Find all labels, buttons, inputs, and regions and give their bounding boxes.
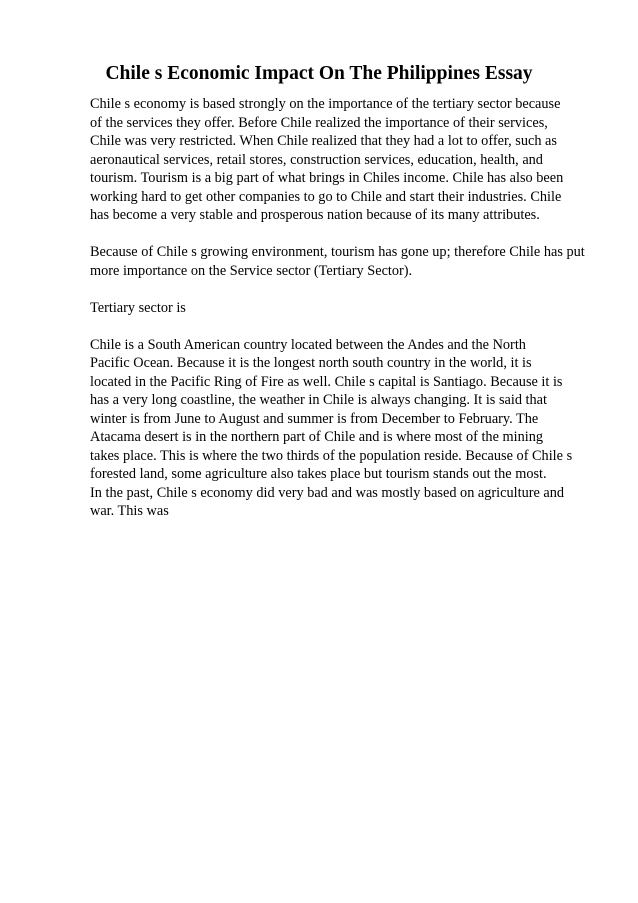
paragraph-line: of the services they offer. Before Chile realized the importance of their services, <box>90 114 548 131</box>
paragraph-line: Chile was very restricted. When Chile realized that they had a lot to offer, such as <box>90 133 557 149</box>
paragraph-line: forested land, some agriculture also takes place but tourism stands out the most. <box>90 466 547 482</box>
paragraph-line: Atacama desert is in the northern part of Chile and is where most of the mining <box>90 429 544 445</box>
paragraph-line: Chile is a South American country located between the Andes and the North <box>90 336 526 353</box>
paragraph-line: takes place. This is where the two thirds of the population reside. Because of Chile s <box>90 447 573 464</box>
paragraph-tourism-growth <box>90 243 638 280</box>
paragraph-line: has a very long coastline, the weather in Chile is always changing. It is said that <box>90 392 547 408</box>
paragraph-line: working hard to get other companies to go to Chile and start their industries. Chile <box>90 188 562 205</box>
paragraph-line: Tertiary sector is <box>90 299 186 316</box>
document-body <box>90 95 638 521</box>
paragraph-line: war. This was <box>90 503 169 519</box>
paragraph-geography <box>90 336 638 484</box>
paragraph-line: Because of Chile s growing environment, tourism has gone up; therefore Chile has put <box>90 244 585 260</box>
paragraph-economic-history <box>90 484 638 521</box>
paragraph-line: aeronautical services, retail stores, construction services, education, health, and <box>90 151 543 168</box>
paragraph-line: Pacific Ocean. Because it is the longest north south country in the world, it is <box>90 355 532 371</box>
document-title: Chile s Economic Impact On The Philippines Essay <box>105 63 533 84</box>
paragraph-line: In the past, Chile s economy did very bad and was mostly based on agriculture and <box>90 484 565 501</box>
paragraph-line: winter is from June to August and summer is from December to February. The <box>90 410 539 427</box>
paragraph-line: has become a very stable and prosperous nation because of its many attributes. <box>90 207 540 223</box>
paragraph-line: Chile s economy is based strongly on the importance of the tertiary sector because <box>90 96 561 112</box>
paragraph-line: more importance on the Service sector (Tertiary Sector). <box>90 262 413 279</box>
paragraph-tertiary-sector-fragment <box>90 299 638 318</box>
paragraph-line: located in the Pacific Ring of Fire as well. Chile s capital is Santiago. Because it is <box>90 373 563 390</box>
paragraph-line: tourism. Tourism is a big part of what brings in Chiles income. Chile has also been <box>90 170 564 186</box>
paragraph-tertiary-sector-intro <box>90 95 638 225</box>
